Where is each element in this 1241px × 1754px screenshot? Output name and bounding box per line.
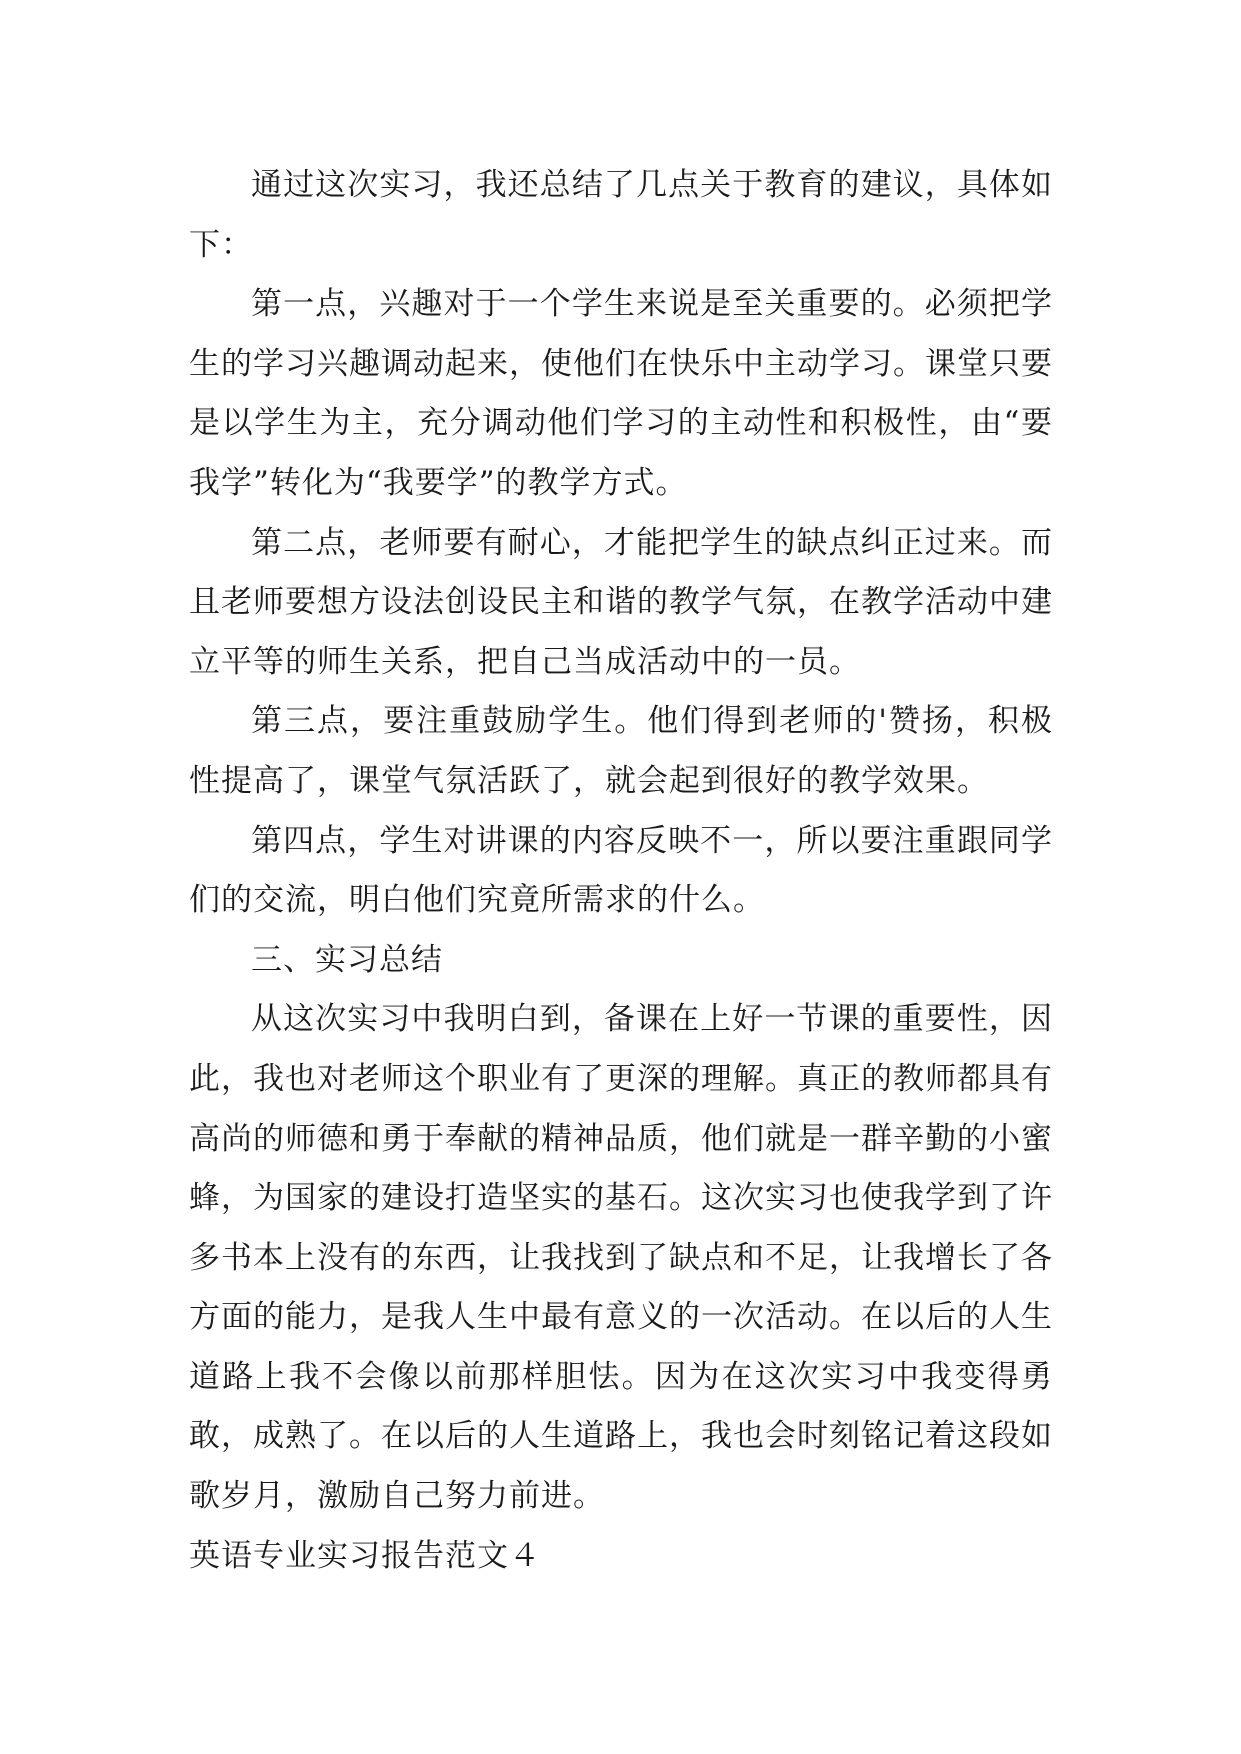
paragraph-point-two: 第二点，老师要有耐心，才能把学生的缺点纠正过来。而且老师要想方设法创设民主和谐的教学气氛，在教学活动中建立平等的师生关系，把自己当成活动中的一员。 — [189, 524, 1053, 680]
next-section-title: 英语专业实习报告范文４ — [189, 1537, 541, 1574]
document-body — [189, 156, 1053, 1586]
paragraph-intro: 通过这次实习，我还总结了几点关于教育的建议，具体如下： — [189, 167, 1053, 263]
paragraph-summary: 从这次实习中我明白到，备课在上好一节课的重要性，因此，我也对老师这个职业有了更深的理解。真正的教师都具有高尚的师德和勇于奉献的精神品质，他们就是一群辛勤的小蜜蜂，为国家的建设打造坚实的基石。这次实习也使我学到了许多书本上没有的东西，让我找到了缺点和不足，让我增长了各方面的能力，是我人生中最有意义的一次活动。在以后的人生道路上我不会像以前那样胆怯。因为在这次实习中我变得勇敢，成熟了。在以后的人生道路上，我也会时刻铭记着这段如歌岁月，激励自己努力前进。 — [189, 1001, 1053, 1515]
paragraph-point-four: 第四点，学生对讲课的内容反映不一，所以要注重跟同学们的交流，明白他们究竟所需求的什么。 — [189, 822, 1053, 919]
section-heading-summary: 三、实习总结 — [251, 941, 443, 978]
paragraph-point-one: 第一点，兴趣对于一个学生来说是至关重要的。必须把学生的学习兴趣调动起来，使他们在快乐中主动学习。课堂只要是以学生为主，充分调动他们学习的主动性和积极性，由“要我学”转化为“我要学”的教学方式。 — [189, 286, 1053, 501]
paragraph-point-three: 第三点，要注重鼓励学生。他们得到老师的'赞扬，积极性提高了，课堂气氛活跃了，就会起到很好的教学效果。 — [189, 703, 1053, 799]
